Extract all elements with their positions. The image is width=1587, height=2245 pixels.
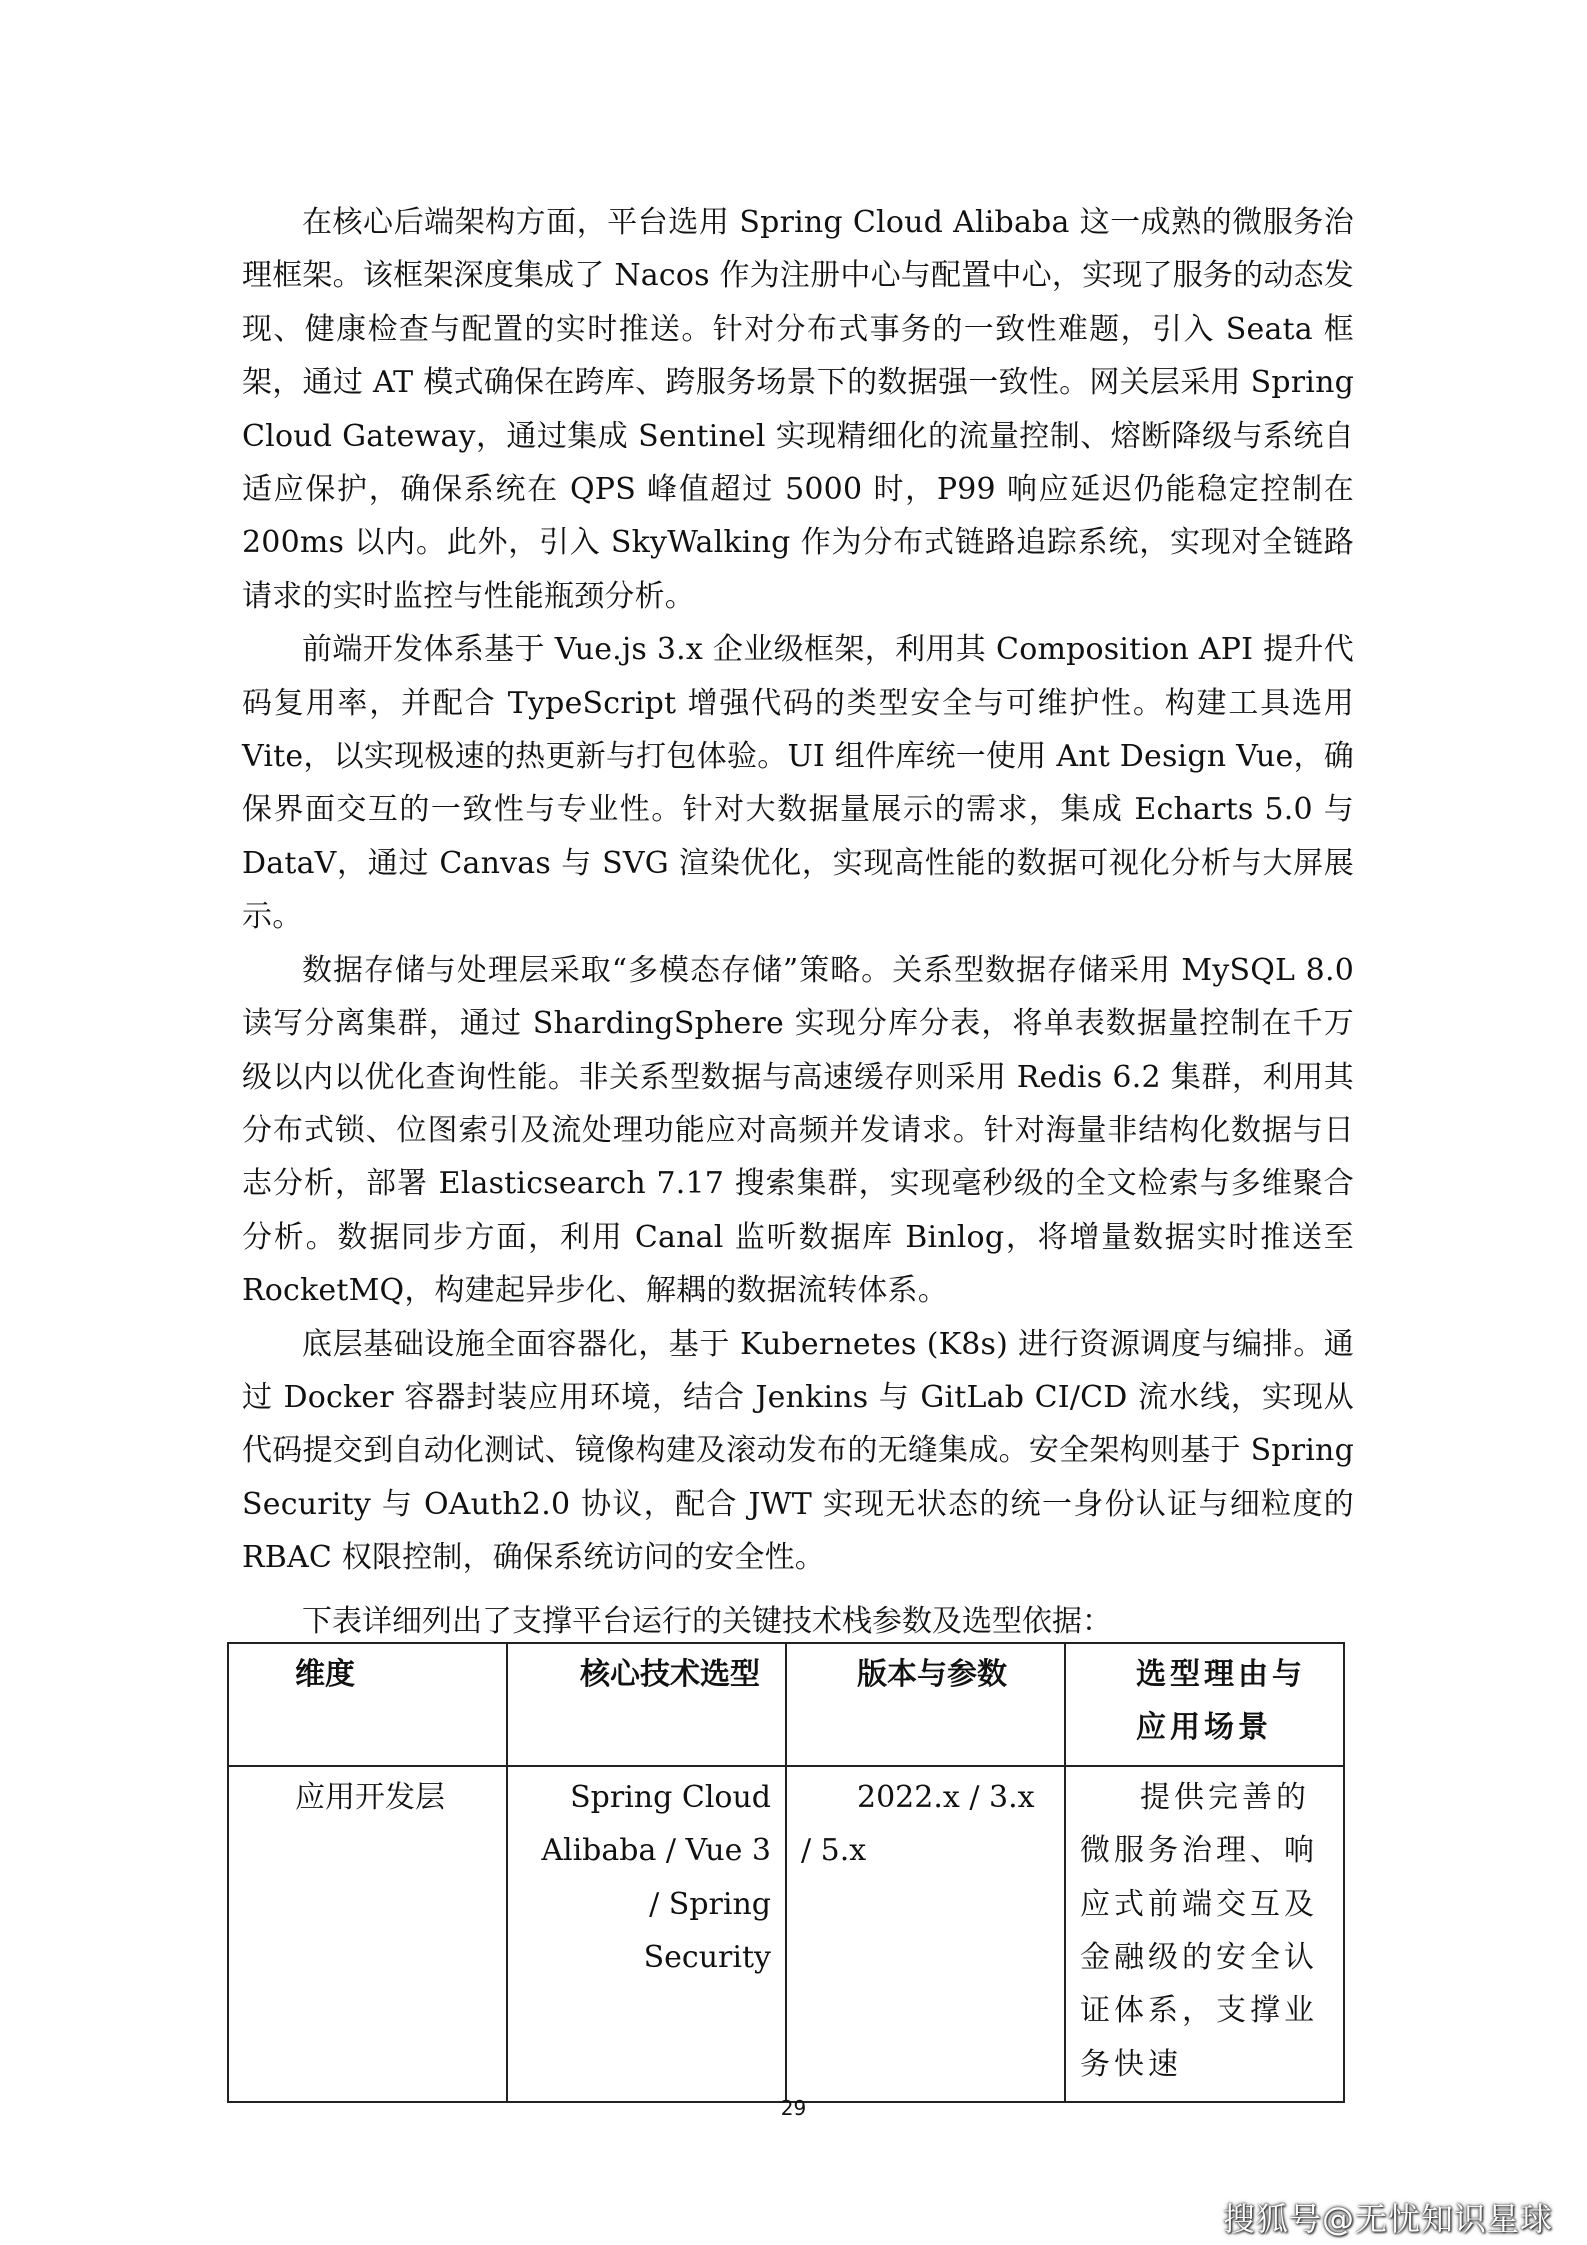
paragraph-infrastructure: 底层基础设施全面容器化，基于 Kubernetes (K8s) 进行资源调度与编排。通过 Docker 容器封装应用环境，结合 Jenkins 与 GitLab CI/CD 流水线，实现从代码提交到自动化测试、镜像构建及滚动发布的无缝集成。安全架构则基于 Spring Security 与 OAuth2.0 协议，配合 JWT 实现无状态的统一身份认证与细粒度的 RBAC 权限控制，确保系统访问的安全性。 — [242, 1326, 1354, 1576]
tech-stack-table — [227, 1642, 1345, 2103]
paragraph-storage: 数据存储与处理层采取“多模态存储”策略。关系型数据存储采用 MySQL 8.0 读写分离集群，通过 ShardingSphere 实现分库分表，将单表数据量控制在千万级以内以优化查询性能。非关系型数据与高速缓存则采用 Redis 6.2 集群，利用其分布式锁、位图索引及流处理功能应对高频并发请求。针对海量非结构化数据与日志分析，部署 Elasticsearch 7.17 搜索集群，实现毫秒级的全文检索与多维聚合分析。数据同步方面，利用 Canal 监听数据库 Binlog，将增量数据实时推送至 RocketMQ，构建起异步化、解耦的数据流转体系。 — [242, 952, 1354, 1309]
body-text — [242, 196, 1354, 1585]
cell-dimension: 应用开发层 — [228, 1766, 507, 2102]
paragraph-frontend: 前端开发体系基于 Vue.js 3.x 企业级框架，利用其 Composition API 提升代码复用率，并配合 TypeScript 增强代码的类型安全与可维护性。构建工具选用 Vite，以实现极速的热更新与打包体验。UI 组件库统一使用 Ant Design Vue，确保界面交互的一致性与专业性。针对大数据量展示的需求，集成 Echarts 5.0 与 DataV，通过 Canvas 与 SVG 渲染优化，实现高性能的数据可视化分析与大屏展示。 — [242, 632, 1354, 935]
header-reason: 选型理由与应用场景 — [1065, 1643, 1344, 1766]
table-row — [228, 1766, 1344, 2102]
table-header-row — [228, 1643, 1344, 1766]
header-core-tech: 核心技术选型 — [507, 1643, 786, 1766]
cell-core-tech: Spring Cloud Alibaba / Vue 3 / Spring Security — [507, 1766, 786, 2102]
table-intro: 下表详细列出了支撑平台运行的关键技术栈参数及选型依据： — [302, 1604, 1112, 1639]
paragraph-backend: 在核心后端架构方面，平台选用 Spring Cloud Alibaba 这一成熟的微服务治理框架。该框架深度集成了 Nacos 作为注册中心与配置中心，实现了服务的动态发现、健康检查与配置的实时推送。针对分布式事务的一致性难题，引入 Seata 框架，通过 AT 模式确保在跨库、跨服务场景下的数据强一致性。网关层采用 Spring Cloud Gateway，通过集成 Sentinel 实现精细化的流量控制、熔断降级与系统自适应保护，确保系统在 QPS 峰值超过 5000 时，P99 响应延迟仍能稳定控制在 200ms 以内。此外，引入 SkyWalking 作为分布式链路追踪系统，实现对全链路请求的实时监控与性能瓶颈分析。 — [242, 205, 1354, 614]
header-dimension: 维度 — [228, 1643, 507, 1766]
watermark: 搜狐号@无忧知识星球 — [1222, 2200, 1553, 2238]
header-version: 版本与参数 — [786, 1643, 1065, 1766]
cell-reason: 提供完善的微服务治理、响应式前端交互及金融级的安全认证体系，支撑业务快速 — [1065, 1766, 1344, 2102]
page-number: 29 — [780, 2096, 807, 2120]
cell-version: 2022.x / 3.x / 5.x — [786, 1766, 1065, 2102]
